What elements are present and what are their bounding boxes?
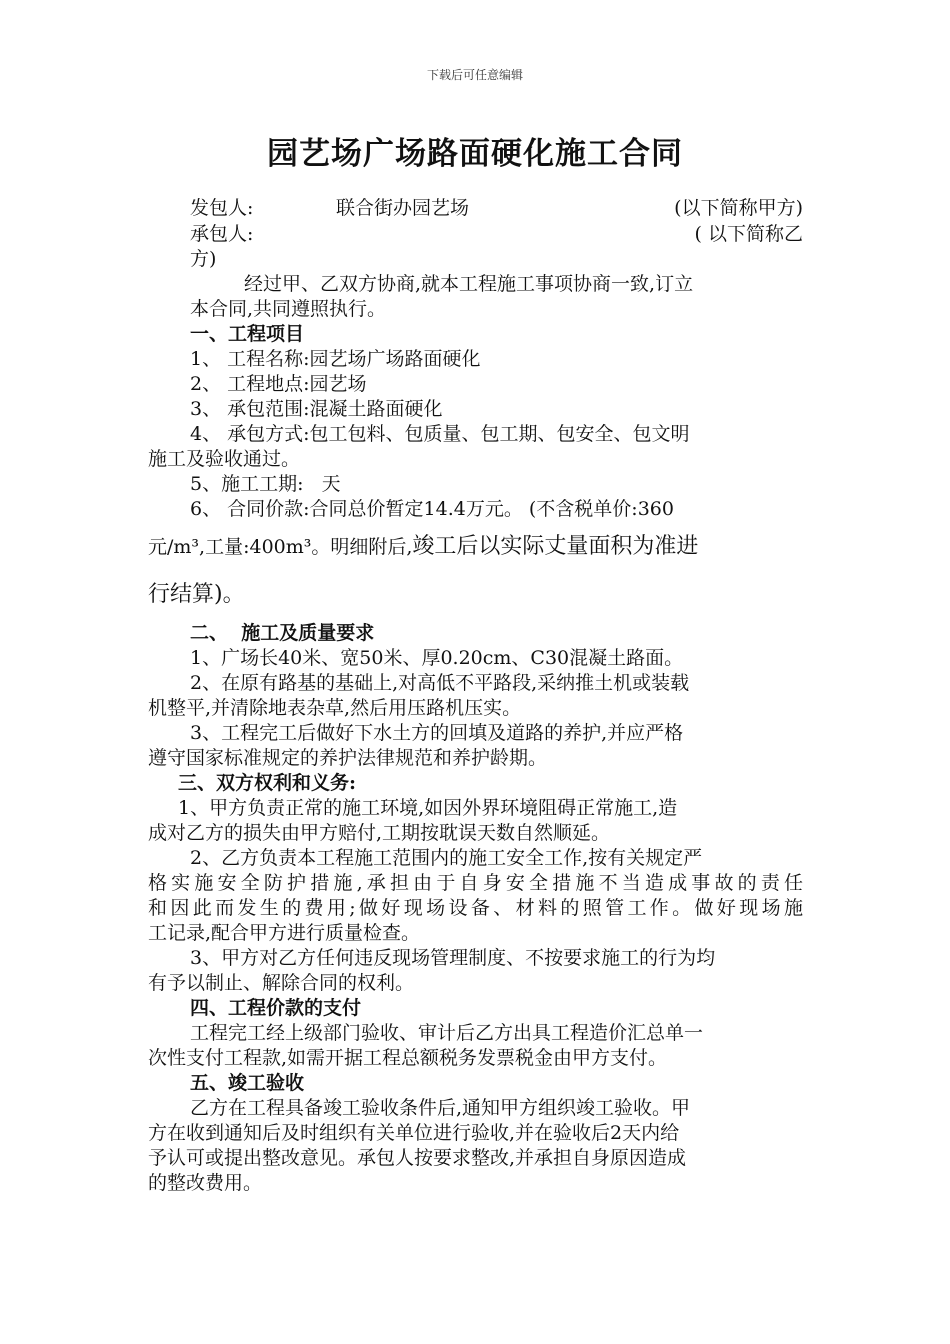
section-3-heading: 三、双方权利和义务: — [178, 772, 357, 794]
contractor-suffix: ( 以下简称乙 — [694, 223, 803, 245]
section-2-item-3a: 3、工程完工后做好下水土方的回填及道路的养护,并应严格 — [190, 722, 684, 744]
intro-line-2: 本合同,共同遵照执行。 — [190, 298, 387, 320]
contractor-line — [148, 222, 803, 247]
section-1-heading: 一、工程项目 — [190, 323, 305, 345]
item-6-unit-price-note: 元/m³,工量:400m³。明细附后, — [148, 536, 413, 558]
section-2-item-1: 1、广场长40米、宽50米、厚0.20cm、C30混凝土路面。 — [190, 647, 684, 669]
section-5-heading: 五、竣工验收 — [190, 1072, 305, 1094]
section-3-item-1a: 1、甲方负责正常的施工环境,如因外界环境阻碍正常施工,造 — [178, 797, 678, 819]
section-3-item-3a: 3、甲方对乙方任何违反现场管理制度、不按要求施工的行为均 — [190, 947, 716, 969]
document-title: 园艺场广场路面硬化施工合同 — [267, 136, 683, 172]
section-5-body-c: 予认可或提出整改意见。承包人按要求整改,并承担自身原因造成 — [148, 1147, 687, 1169]
employer-suffix: (以下简称甲方) — [674, 197, 803, 219]
section-1-item-4-cont: 施工及验收通过。 — [148, 448, 301, 470]
section-1-item-6: 6、 合同价款:合同总价暂定14.4万元。 (不含税单价:360 — [190, 498, 674, 520]
section-4-body-a: 工程完工经上级部门验收、审计后乙方出具工程造价汇总单一 — [190, 1022, 704, 1044]
section-2-item-2b: 机整平,并清除地表杂草,然后用压路机压实。 — [148, 697, 522, 719]
contractor-suffix-cont: 方) — [190, 248, 217, 270]
section-1-item-3: 3、 承包范围:混凝土路面硬化 — [190, 398, 443, 420]
section-2-item-3b: 遵守国家标准规定的养护法律规范和养护龄期。 — [148, 747, 548, 769]
section-4-heading: 四、工程价款的支付 — [190, 997, 362, 1019]
employer-line — [148, 196, 803, 221]
section-3-item-1b: 成对乙方的损失由甲方赔付,工期按耽误天数自然顺延。 — [148, 822, 611, 844]
section-1-item-2: 2、 工程地点:园艺场 — [190, 373, 367, 395]
section-3-item-2b: 格实施安全防护措施,承担由于自身安全措施不当造成事故的责任 — [148, 872, 803, 894]
intro-line-1: 经过甲、乙双方协商,就本工程施工事项协商一致,订立 — [244, 273, 694, 295]
section-1-item-6-end: 行结算)。 — [148, 582, 245, 607]
contractor-label: 承包人: — [190, 223, 254, 245]
section-3-item-2c: 和因此而发生的费用;做好现场设备、材料的照管工作。做好现场施 — [148, 897, 803, 919]
section-1-item-5: 5、施工工期: 天 — [190, 473, 341, 495]
section-4-body-b: 次性支付工程款,如需开据工程总额税务发票税金由甲方支付。 — [148, 1047, 668, 1069]
section-2-item-2a: 2、在原有路基的基础上,对高低不平路段,采纳推土机或装载 — [190, 672, 690, 694]
section-1-item-6-cont — [148, 532, 698, 562]
header-note: 下载后可任意编辑 — [426, 68, 523, 82]
section-3-item-3b: 有予以制止、解除合同的权利。 — [148, 972, 415, 994]
section-1-item-4: 4、 承包方式:包工包料、包质量、包工期、包安全、包文明 — [190, 423, 690, 445]
section-5-body-b: 方在收到通知后及时组织有关单位进行验收,并在验收后2天内给 — [148, 1122, 680, 1144]
employer-name: 联合街办园艺场 — [336, 197, 470, 219]
section-1-item-1: 1、 工程名称:园艺场广场路面硬化 — [190, 348, 481, 370]
section-3-item-2d: 工记录,配合甲方进行质量检查。 — [148, 922, 421, 944]
section-3-item-2a: 2、乙方负责本工程施工范围内的施工安全工作,按有关规定严 — [190, 847, 703, 869]
section-5-body-a: 乙方在工程具备竣工验收条件后,通知甲方组织竣工验收。甲 — [190, 1097, 691, 1119]
employer-label: 发包人: — [190, 197, 254, 219]
item-6-settlement-note: 竣工后以实际丈量面积为准进 — [412, 534, 699, 559]
section-2-heading: 二、 施工及质量要求 — [190, 622, 375, 644]
section-5-body-d: 的整改费用。 — [148, 1172, 263, 1194]
